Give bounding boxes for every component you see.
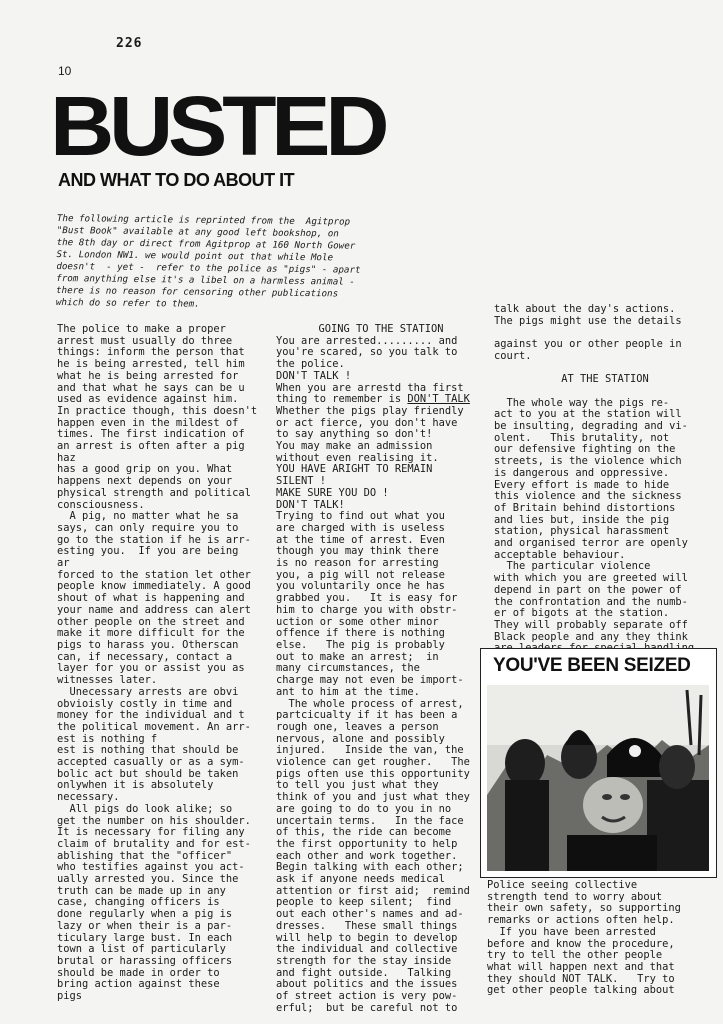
column-2-line: are going to do to you in no [276, 802, 452, 815]
section-heading-at-the-station: AT THE STATION [561, 373, 649, 386]
column-3-line: streets, is the violence which [494, 455, 682, 468]
column-2-line: uncertain terms. In the face [276, 814, 464, 827]
column-1-line: onlywhen it is absolutely [57, 779, 214, 792]
column-1-line: Unecessary arrests are obvi [57, 685, 239, 698]
column-3-line: The whole way the pigs re- [494, 396, 670, 409]
column-2-line: strength for the stay inside [276, 954, 452, 967]
column-1-line: All pigs do look alike; so [57, 802, 233, 815]
column-2-line: The whole process of arrest, [276, 697, 464, 710]
column-1-line: ar [57, 557, 70, 570]
column-1-line: The police to make a proper [57, 323, 226, 335]
column-1-line: shout of what is happening and [57, 592, 245, 605]
poster-image [480, 648, 717, 878]
column-3-line: Police seeing collective [487, 879, 638, 891]
column-2-line: violence can get rougher. The [276, 756, 470, 769]
column-1-line: lazy or when their is a par- [57, 919, 233, 932]
column-1-line: obvioisly costly in time and [57, 697, 233, 710]
column-2 [276, 324, 486, 1014]
column-1-line: has a good grip on you. What [57, 463, 233, 476]
column-2-line: You are arrested......... and [276, 334, 458, 347]
column-3-line: against you or other people in [494, 338, 682, 351]
column-1-line: case, changing officers is [57, 896, 220, 909]
column-2-line: is no reason for arresting [276, 557, 439, 570]
column-2-line: will help to begin to develop [276, 931, 458, 944]
column-1-line: pigs [57, 990, 83, 1003]
column-3-line: remarks or actions often help. [487, 914, 675, 927]
column-1-line: It is necessary for filing any [57, 826, 245, 839]
column-1-line: In practice though, this doesn't [57, 404, 258, 417]
column-3-line: strength tend to worry about [487, 890, 663, 903]
column-2-line: attention or first aid; remind [276, 884, 470, 897]
column-2-line: Begin talking with each other; [276, 861, 464, 874]
column-2-line: uction or some other minor [276, 615, 439, 628]
police-photo-illustration [487, 685, 709, 871]
column-3-line: If you have been arrested [487, 925, 656, 938]
column-3-line: The particular violence [494, 560, 651, 573]
column-1-line: ablishing that the "officer" [57, 849, 233, 862]
column-2-line: out each other's names and ad- [276, 908, 464, 921]
column-2-text-c [276, 406, 486, 1015]
column-2-line: SILENT ! [276, 475, 327, 488]
column-3-line: this violence and the sickness [494, 490, 682, 503]
column-3-line: and lies but, inside the pig [494, 513, 670, 526]
column-2-line: are charged with is useless [276, 521, 445, 534]
column-2-line: dresses. These small things [276, 919, 458, 932]
column-3-line: Every effort is made to hide [494, 478, 670, 491]
column-3-line: the confrontation and the numb- [494, 595, 688, 608]
column-3-line: court. [494, 349, 532, 362]
column-1-line: get the number on his shoulder. [57, 814, 251, 827]
column-3-line: of Britain behind distortions [494, 501, 676, 514]
column-2-line: to say anything so don't! [276, 428, 433, 441]
column-1-line: est is nothing that should be [57, 744, 239, 757]
column-3-line: our defensive fighting on the [494, 443, 676, 456]
column-3-line: They will probably separate off [494, 618, 688, 631]
section-heading-going-to-station: GOING TO THE STATION [318, 323, 444, 335]
column-1-line: can, if necessary, contact a [57, 650, 233, 663]
column-3-line: and organised terror are openly [494, 537, 688, 550]
column-3-line: Black people and any they think [494, 630, 688, 643]
column-2-line: people to keep silent; find [276, 896, 452, 909]
column-2-line: pigs often use this opportunity [276, 767, 470, 780]
intro-line: St. London NW1. we would point out that while Mole [56, 248, 334, 264]
column-2-line: ask if anyone needs medical [276, 873, 445, 886]
column-2-line: each other and work together. [276, 849, 458, 862]
column-3-line: be insulting, degrading and vi- [494, 420, 688, 433]
column-2-text-a [276, 336, 486, 395]
column-3-text-b [494, 398, 716, 655]
column-1-line: accepted casually or as a sym- [57, 756, 245, 769]
dont-talk-underlined: DON'T TALK [407, 393, 470, 406]
article-title: BUSTED [50, 79, 385, 173]
column-3-line: talk about the day's actions. [494, 303, 676, 315]
column-2-line: nervous, alone and possibly [276, 732, 445, 745]
column-1-line: town a list of particularly [57, 943, 226, 956]
column-1-line: an arrest is often after a pig [57, 440, 245, 453]
column-2-line: or act fierce, you don't have [276, 416, 458, 429]
column-2-line: you, a pig will not release [276, 568, 445, 581]
column-1-line: ticulary large bust. In each [57, 931, 233, 944]
column-2-line: MAKE SURE YOU DO ! [276, 486, 389, 499]
issue-number: 10 [58, 64, 72, 78]
column-3-text-a [494, 304, 716, 363]
column-3-line: er of bigots at the station. [494, 607, 670, 620]
column-2-line: charge may not even be import- [276, 674, 464, 687]
column-1-line: done regularly when a pig is [57, 908, 233, 921]
intro-line: "Bust Book" available at any good left bookshop, on [56, 224, 339, 240]
column-2-line: him to charge you with obstr- [276, 603, 458, 616]
column-2-line: else. The pig is probably [276, 638, 445, 651]
column-2-line: erful; but be careful not to [276, 1001, 458, 1014]
column-2-line: Whether the pigs play friendly [276, 404, 464, 417]
column-1-line: brutal or harassing officers [57, 954, 233, 967]
column-1-line: haz [57, 451, 76, 464]
column-3-line: is dangerous and oppressive. [494, 466, 670, 479]
column-1-line: esting you. If you are being [57, 545, 239, 558]
column-2-line: at the time of arrest. Even [276, 533, 445, 546]
column-2-line: and fight outside. Talking [276, 966, 452, 979]
column-3-line: try to tell the other people [487, 949, 663, 962]
column-2-line: though you may think there [276, 545, 439, 558]
column-1-line: truth can be made up in any [57, 884, 226, 897]
column-1-line: ually arrested you. Since the [57, 873, 239, 886]
column-1-line: layer for you or assist you as [57, 662, 245, 675]
column-2-line: of street action is very pow- [276, 990, 458, 1003]
column-1-line: physical strength and political [57, 486, 251, 499]
column-1-line: people know immediately. A good [57, 580, 251, 593]
column-1-line: consciousness. [57, 498, 145, 511]
column-1-line: go to the station if he is arr- [57, 533, 251, 546]
column-1-line: your name and address can alert [57, 603, 251, 616]
column-3-line: they should NOT TALK. Try to [487, 972, 675, 985]
column-1-line: happen even in the mildest of [57, 416, 239, 429]
column-2-line: of this, the ride can become [276, 826, 452, 839]
column-1-line: necessary. [57, 791, 120, 804]
column-2-line: ant to him at the time. [276, 685, 420, 698]
column-3-bottom [487, 880, 715, 997]
column-1-line: A pig, no matter what he sa [57, 510, 239, 523]
column-1-line: who testifies against you act- [57, 861, 245, 874]
column-2-line: You may make an admission [276, 440, 433, 453]
column-2-line: Trying to find out what you [276, 510, 445, 523]
column-2-line: out to make an arrest; in [276, 650, 439, 663]
column-1-line: and that what he says can be u [57, 381, 245, 394]
column-1-line: money for the individual and t [57, 709, 245, 722]
column-2-line: the first opportunity to help [276, 837, 458, 850]
column-2-line: you're scared, so you talk to [276, 346, 458, 359]
column-1-line: make it more difficult for the [57, 627, 245, 640]
column-2-line: partcicualty if it has been a [276, 709, 458, 722]
column-2-line: offence if there is nothing [276, 627, 445, 640]
column-1-line: bolic act but should be taken [57, 767, 239, 780]
column-1-line: happens next depends on your [57, 475, 233, 488]
column-1-line: what he is being arrested for [57, 369, 239, 382]
column-2-line: the police. [276, 358, 345, 371]
column-3-line: The pigs might use the details [494, 314, 682, 327]
column-1-line: he is being arrested, tell him [57, 358, 245, 371]
column-1-line: should be made in order to [57, 966, 220, 979]
article-subtitle: AND WHAT TO DO ABOUT IT [58, 170, 295, 190]
intro-line: which do so refer to them. [55, 296, 200, 310]
column-2-line: DON'T TALK ! [276, 369, 352, 382]
column-1-line: things: inform the person that [57, 346, 245, 359]
column-3-line: with which you are greeted will [494, 572, 688, 585]
column-2-line: you voluntarily once he has [276, 580, 445, 593]
column-3-line: what will happen next and that [487, 960, 675, 973]
column-1-line: the political movement. An arr- [57, 720, 251, 733]
column-2-line: DON'T TALK! [276, 498, 345, 511]
column-3-line: station, physical harassment [494, 525, 670, 538]
column-1-line: witnesses later. [57, 674, 158, 687]
column-2-line: many circumstances, the [276, 662, 420, 675]
poster-title: YOU'VE BEEN SEIZED [493, 655, 691, 676]
column-2-line: rough one, leaves a person [276, 720, 439, 733]
column-1-line: used as evidence against him. [57, 393, 239, 406]
column-1 [57, 324, 272, 1003]
column-1-line: forced to the station let other [57, 568, 251, 581]
column-3-line: their own safety, so supporting [487, 902, 681, 915]
column-2-line: injured. Inside the van, the [276, 744, 464, 757]
column-1-line: claim of brutality and for est- [57, 837, 251, 850]
column-3-line: depend in part on the power of [494, 583, 682, 596]
column-3-line: olent. This brutality, not [494, 431, 670, 444]
column-2-line: think of you and just what they [276, 791, 470, 804]
column-1-line: other people on the street and [57, 615, 245, 628]
column-2-line: the individual and collective [276, 943, 458, 956]
column-3-top [494, 304, 716, 655]
column-2-line: grabbed you. It is easy for [276, 592, 458, 605]
column-2-line: about politics and the issues [276, 978, 458, 991]
column-2-line: YOU HAVE ARIGHT TO REMAIN [276, 463, 433, 476]
column-2-line-text: thing to remember is [276, 393, 408, 406]
intro-line: The following article is reprinted from the Agitprop [56, 213, 351, 228]
column-1-line: est is nothing f [57, 732, 158, 745]
column-2-line: without even realising it. [276, 451, 439, 464]
column-2-line: When you are arrestd tha first [276, 381, 464, 394]
intro-line: from anything else it's a libel on a harmless animal - [56, 272, 355, 288]
intro-paragraph [56, 213, 437, 314]
column-1-line: arrest must usually do three [57, 334, 233, 347]
column-3-line: before and know the procedure, [487, 937, 675, 950]
column-3-line: get other people talking about [487, 984, 675, 997]
intro-line: there is no reason for censoring other publications [55, 284, 339, 300]
column-3-line: act to you at the station will [494, 408, 682, 421]
column-1-line: bring action against these [57, 978, 220, 991]
column-1-line: pigs to harass you. Otherscan [57, 638, 239, 651]
column-2-line: to tell you just what they [276, 779, 439, 792]
column-1-line: times. The first indication of [57, 428, 245, 441]
column-3-line: acceptable behaviour. [494, 548, 626, 561]
column-1-line: says, can only require you to [57, 521, 239, 534]
intro-line: doesn't - yet - refer to the police as "pigs" - apart [56, 260, 361, 276]
intro-line: the 8th day or direct from Agitprop at 160 North Gower [56, 236, 356, 252]
page-number: 226 [116, 36, 143, 51]
